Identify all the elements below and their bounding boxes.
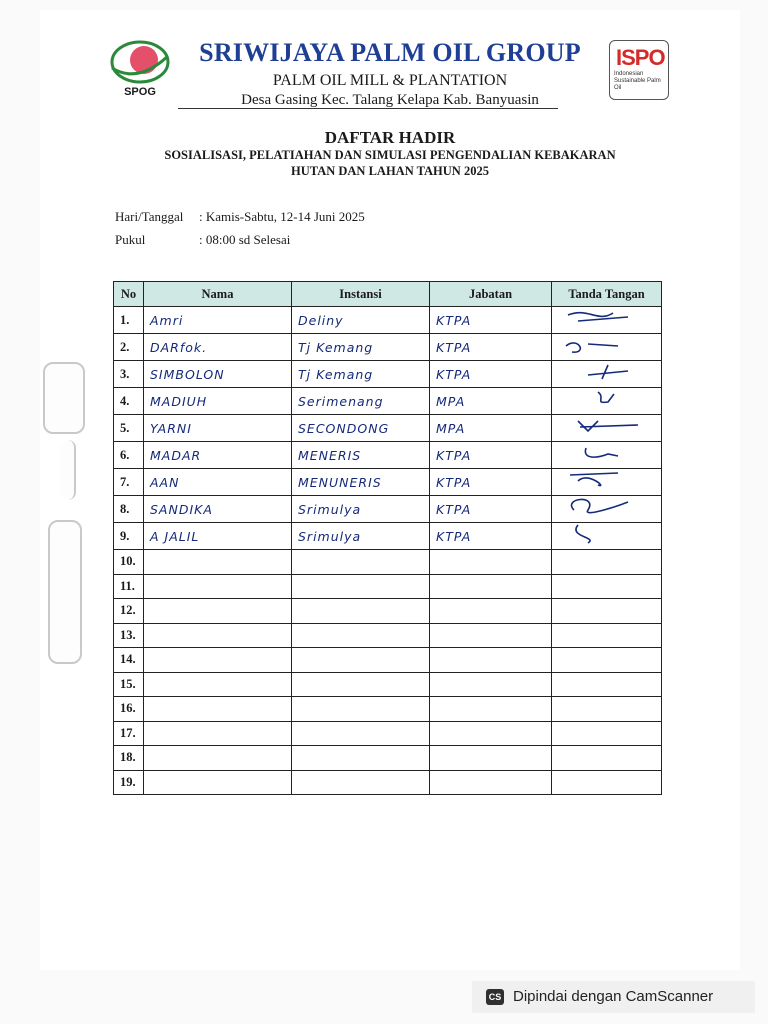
row-number: 15. <box>114 672 144 697</box>
company-address: Desa Gasing Kec. Talang Kelapa Kab. Banyuasin <box>241 92 539 108</box>
institution-cell: SECONDONG <box>292 415 430 442</box>
institution-cell <box>292 672 430 697</box>
name-cell: AAN <box>144 469 292 496</box>
signature-cell <box>552 550 662 575</box>
table-row <box>114 442 662 469</box>
letterhead <box>106 36 668 110</box>
signature-cell <box>552 307 662 334</box>
signature-cell <box>552 334 662 361</box>
ispo-logo-mark: ISPO <box>616 45 665 70</box>
name-cell <box>144 746 292 771</box>
table-row <box>114 697 662 722</box>
handwritten-signature <box>558 523 648 545</box>
name-cell <box>144 599 292 624</box>
row-number: 17. <box>114 721 144 746</box>
institution-cell <box>292 770 430 795</box>
institution-cell <box>292 623 430 648</box>
position-cell <box>430 574 552 599</box>
signature-cell <box>552 442 662 469</box>
table-row <box>114 469 662 496</box>
document-title: DAFTAR HADIR <box>324 128 456 147</box>
institution-cell <box>292 599 430 624</box>
position-cell <box>430 697 552 722</box>
col-header-nama: Nama <box>144 282 292 307</box>
name-cell <box>144 672 292 697</box>
row-number: 11. <box>114 574 144 599</box>
signature-cell <box>552 721 662 746</box>
name-cell: MADAR <box>144 442 292 469</box>
position-cell <box>430 770 552 795</box>
signature-cell <box>552 574 662 599</box>
name-cell: A JALIL <box>144 523 292 550</box>
col-header-jabatan: Jabatan <box>430 282 552 307</box>
name-cell <box>144 623 292 648</box>
table-row <box>114 770 662 795</box>
table-row <box>114 334 662 361</box>
row-number: 3. <box>114 361 144 388</box>
spog-logo <box>108 38 172 98</box>
signature-cell <box>552 746 662 771</box>
institution-cell: MENERIS <box>292 442 430 469</box>
row-number: 13. <box>114 623 144 648</box>
position-cell: KTPA <box>430 496 552 523</box>
institution-cell: MENUNERIS <box>292 469 430 496</box>
signature-cell <box>552 770 662 795</box>
institution-cell <box>292 697 430 722</box>
date-info <box>115 209 365 225</box>
col-header-tanda-tangan: Tanda Tangan <box>552 282 662 307</box>
institution-cell: Serimenang <box>292 388 430 415</box>
table-row <box>114 648 662 673</box>
row-number: 7. <box>114 469 144 496</box>
table-row <box>114 496 662 523</box>
row-number: 1. <box>114 307 144 334</box>
handwritten-signature <box>558 442 648 464</box>
spog-logo-text: SPOG <box>124 86 156 98</box>
institution-cell: Tj Kemang <box>292 361 430 388</box>
handwritten-signature <box>558 388 648 410</box>
camscanner-badge <box>472 981 755 1013</box>
position-cell: KTPA <box>430 442 552 469</box>
signature-cell <box>552 672 662 697</box>
name-cell: DARfok. <box>144 334 292 361</box>
table-header-row <box>114 282 662 307</box>
row-number: 5. <box>114 415 144 442</box>
signature-cell <box>552 496 662 523</box>
position-cell <box>430 648 552 673</box>
institution-cell <box>292 721 430 746</box>
date-label: Hari/Tanggal <box>115 209 184 224</box>
institution-cell: Srimulya <box>292 523 430 550</box>
row-number: 6. <box>114 442 144 469</box>
row-number: 9. <box>114 523 144 550</box>
table-row <box>114 746 662 771</box>
row-number: 10. <box>114 550 144 575</box>
company-subtitle: PALM OIL MILL & PLANTATION <box>272 72 508 89</box>
signature-cell <box>552 697 662 722</box>
position-cell: MPA <box>430 415 552 442</box>
position-cell <box>430 623 552 648</box>
signature-cell <box>552 415 662 442</box>
row-number: 2. <box>114 334 144 361</box>
name-cell: MADIUH <box>144 388 292 415</box>
signature-cell <box>552 623 662 648</box>
institution-cell: Srimulya <box>292 496 430 523</box>
ispo-logo <box>609 40 669 100</box>
position-cell: KTPA <box>430 469 552 496</box>
table-row <box>114 672 662 697</box>
table-row <box>114 550 662 575</box>
row-number: 12. <box>114 599 144 624</box>
name-cell <box>144 550 292 575</box>
header-divider <box>178 108 558 109</box>
handwritten-signature <box>558 361 648 383</box>
attendance-table <box>113 281 662 795</box>
signature-cell <box>552 599 662 624</box>
signature-cell <box>552 469 662 496</box>
col-header-no: No <box>114 282 144 307</box>
ispo-logo-caption: Indonesian Sustainable Palm Oil <box>614 71 661 91</box>
camscanner-icon: CS <box>486 989 504 1005</box>
signature-cell <box>552 648 662 673</box>
name-cell <box>144 721 292 746</box>
table-row <box>114 307 662 334</box>
name-cell: SIMBOLON <box>144 361 292 388</box>
position-cell: MPA <box>430 388 552 415</box>
row-number: 14. <box>114 648 144 673</box>
institution-cell <box>292 746 430 771</box>
document-subtitle-line-2: HUTAN DAN LAHAN TAHUN 2025 <box>291 164 489 178</box>
position-cell: KTPA <box>430 523 552 550</box>
position-cell <box>430 746 552 771</box>
position-cell <box>430 721 552 746</box>
name-cell <box>144 648 292 673</box>
position-cell <box>430 550 552 575</box>
institution-cell: Tj Kemang <box>292 334 430 361</box>
table-row <box>114 623 662 648</box>
table-row <box>114 415 662 442</box>
company-name: SRIWIJAYA PALM OIL GROUP <box>199 38 581 67</box>
time-info <box>115 232 290 248</box>
name-cell: YARNI <box>144 415 292 442</box>
row-number: 18. <box>114 746 144 771</box>
name-cell: SANDIKA <box>144 496 292 523</box>
position-cell: KTPA <box>430 307 552 334</box>
binder-clip-middle <box>60 440 76 500</box>
row-number: 4. <box>114 388 144 415</box>
col-header-instansi: Instansi <box>292 282 430 307</box>
name-cell: Amri <box>144 307 292 334</box>
table-row <box>114 361 662 388</box>
row-number: 19. <box>114 770 144 795</box>
handwritten-signature <box>558 496 648 518</box>
row-number: 16. <box>114 697 144 722</box>
institution-cell: Deliny <box>292 307 430 334</box>
name-cell <box>144 770 292 795</box>
handwritten-signature <box>558 469 648 491</box>
signature-cell <box>552 388 662 415</box>
signature-cell <box>552 361 662 388</box>
camscanner-text: Dipindai dengan CamScanner <box>513 988 714 1005</box>
table-row <box>114 599 662 624</box>
date-value: : Kamis-Sabtu, 12-14 Juni 2025 <box>199 209 365 224</box>
institution-cell <box>292 550 430 575</box>
time-value: : 08:00 sd Selesai <box>199 232 291 247</box>
position-cell: KTPA <box>430 334 552 361</box>
row-number: 8. <box>114 496 144 523</box>
institution-cell <box>292 648 430 673</box>
position-cell: KTPA <box>430 361 552 388</box>
position-cell <box>430 599 552 624</box>
handwritten-signature <box>558 334 648 356</box>
handwritten-signature <box>558 415 648 437</box>
name-cell <box>144 697 292 722</box>
time-label: Pukul <box>115 232 146 247</box>
table-row <box>114 721 662 746</box>
table-row <box>114 574 662 599</box>
binder-clip-bottom <box>48 520 82 664</box>
document-subtitle-line-1: SOSIALISASI, PELATIAHAN DAN SIMULASI PENGENDALIAN KEBAKARAN <box>164 148 616 162</box>
binder-clip-top <box>43 362 85 434</box>
handwritten-signature <box>558 307 648 329</box>
institution-cell <box>292 574 430 599</box>
signature-cell <box>552 523 662 550</box>
table-row <box>114 388 662 415</box>
position-cell <box>430 672 552 697</box>
name-cell <box>144 574 292 599</box>
table-row <box>114 523 662 550</box>
